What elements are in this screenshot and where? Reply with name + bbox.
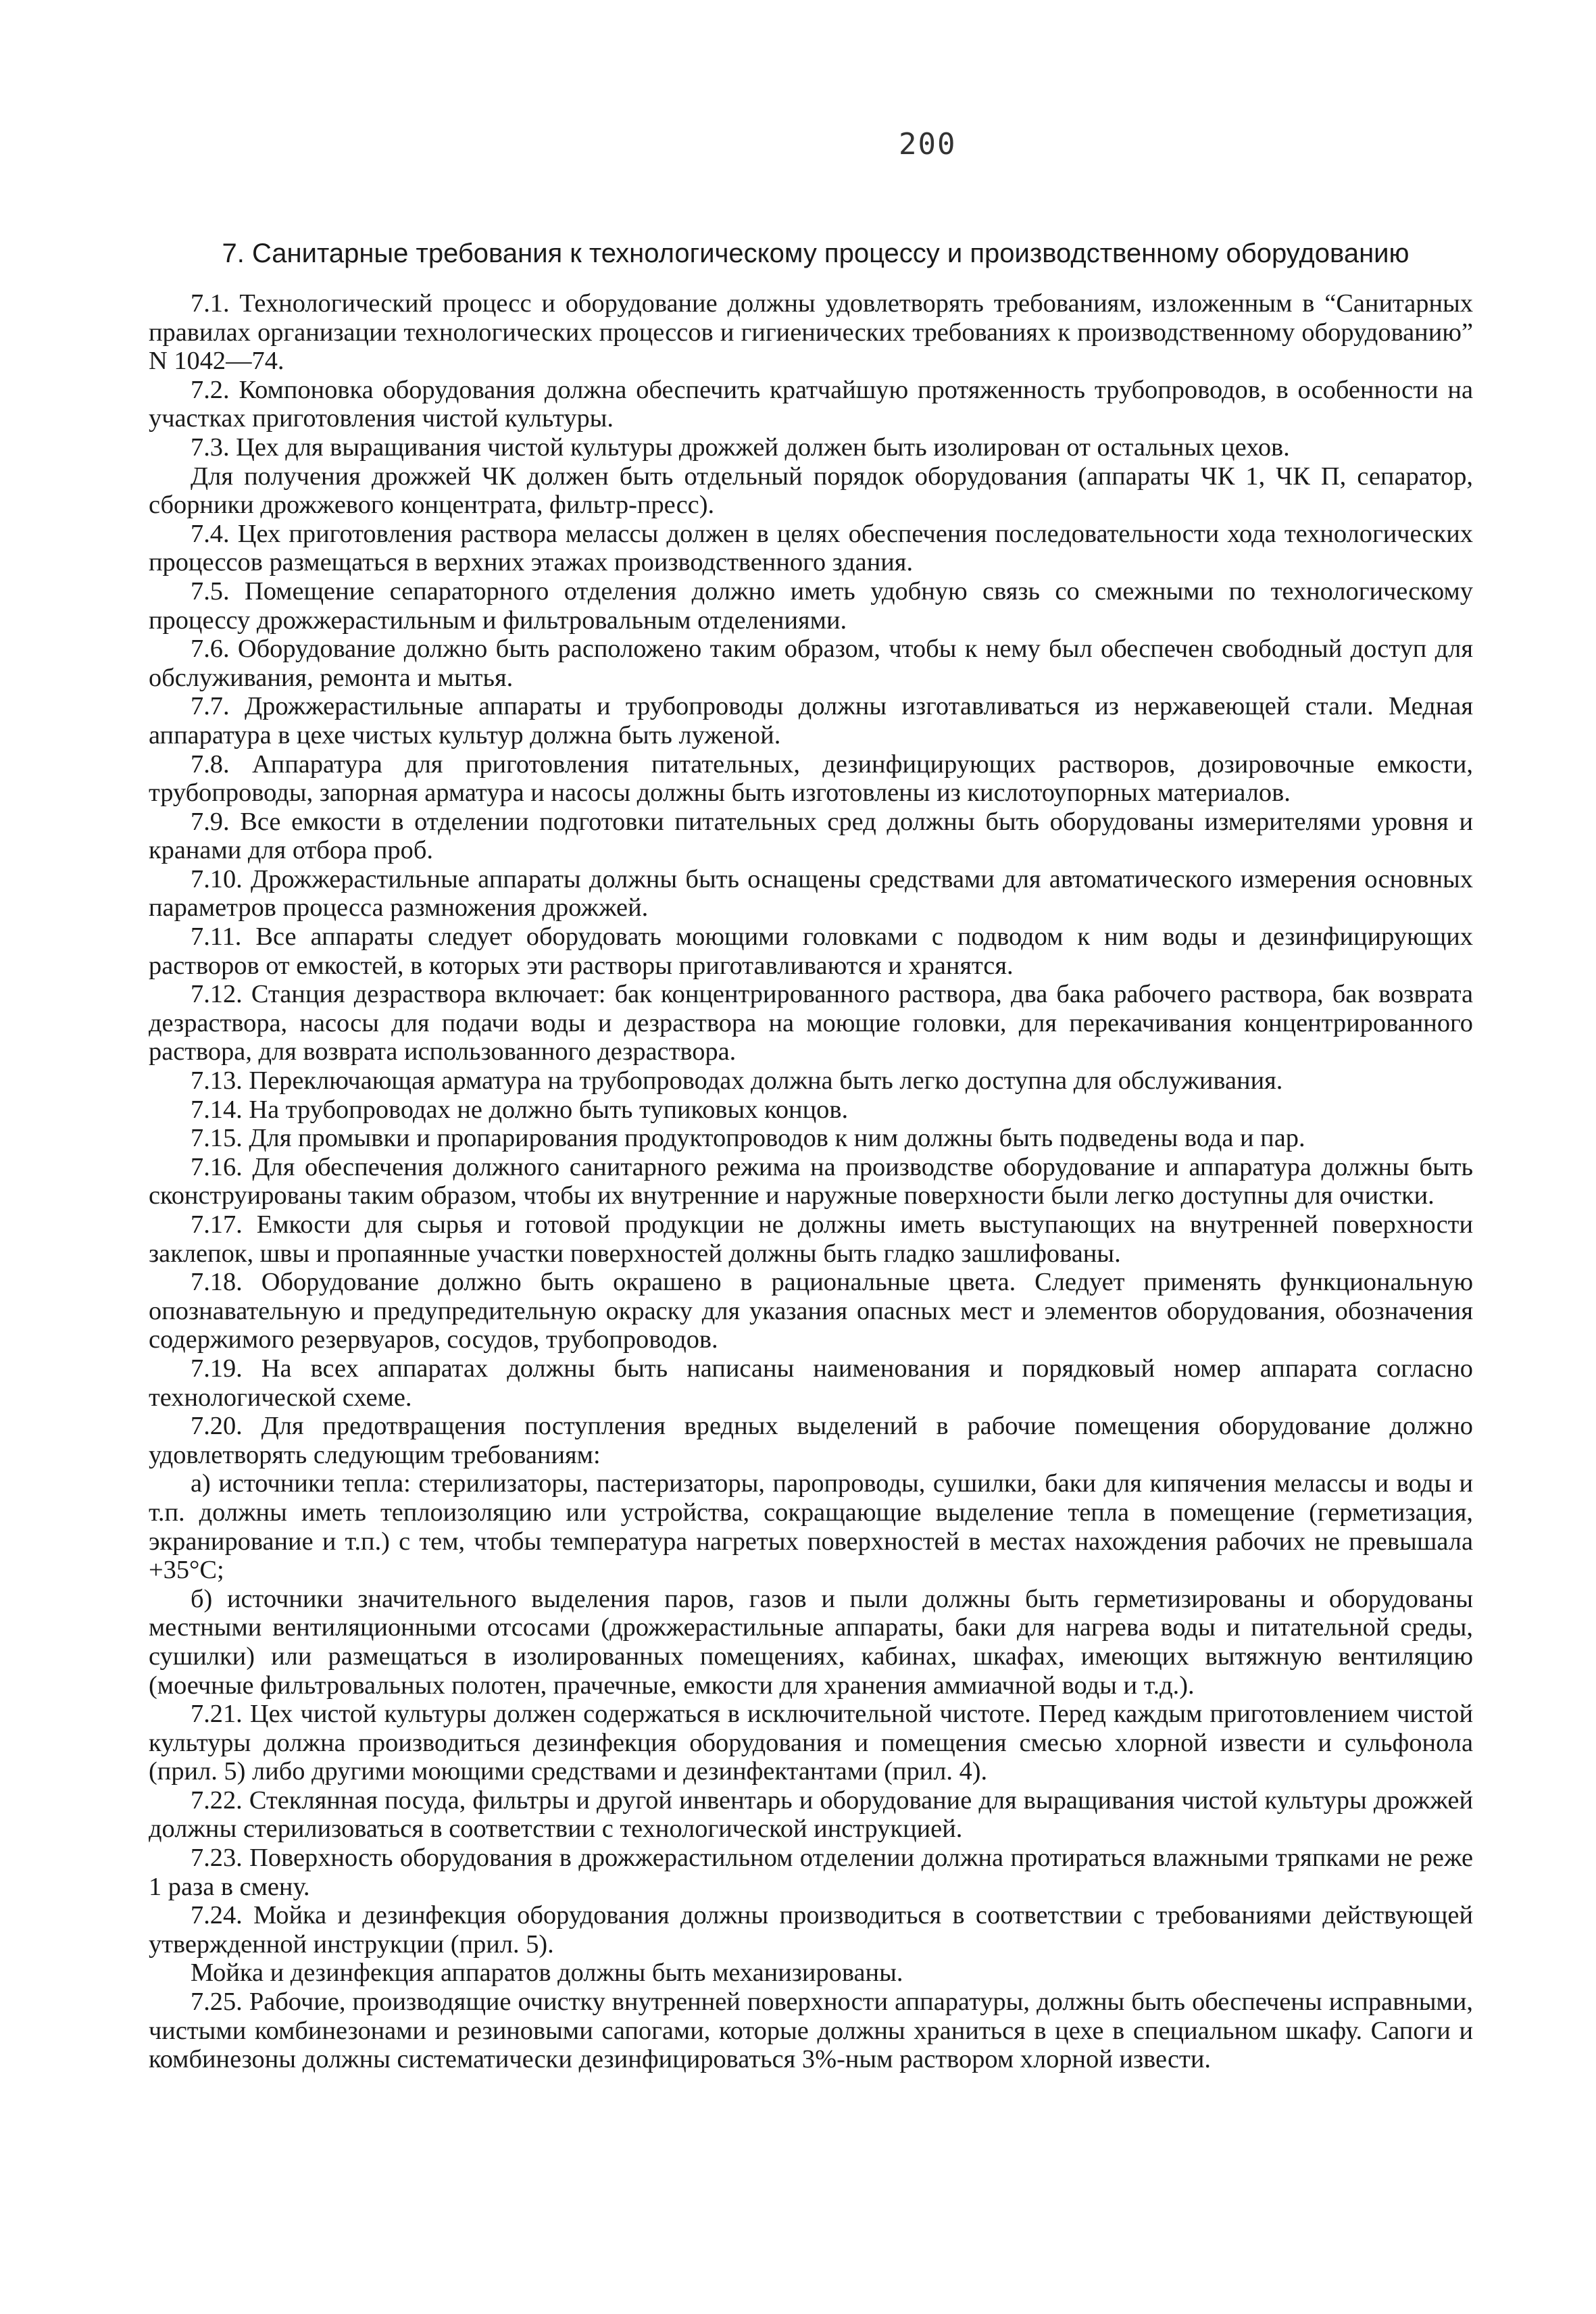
document-body	[149, 289, 1473, 2074]
section-title: 7. Санитарные требования к технологическому процессу и производственному оборудованию	[222, 239, 1410, 268]
paragraph: 7.3. Цех для выращивания чистой культуры дрожжей должен быть изолирован от остальных цехов.	[191, 433, 1290, 462]
paragraph: 7.6. Оборудование должно быть расположено таким образом, чтобы к нему был обеспечен свободный доступ для обслуживания, ремонта и мытья.	[149, 635, 1473, 692]
paragraph: 7.10. Дрожжерастильные аппараты должны быть оснащены средствами для автоматического измерения основных параметров процесса размножения дрожжей.	[149, 864, 1473, 922]
paragraph: 7.20. Для предотвращения поступления вредных выделений в рабочие помещения оборудование должно удовлетворять следующим требованиям:	[149, 1412, 1473, 1469]
paragraph: 7.17. Емкости для сырья и готовой продукции не должны иметь выступающих на внутренней поверхности заклепок, швы и пропаянные участки поверхностей должны быть гладко зашлифованы.	[149, 1210, 1473, 1268]
paragraph: б) источники значительного выделения паров, газов и пыли должны быть герметизированы и оборудованы местными вентиляционными отсосами (дрожжерастильные аппараты, баки для нагрева воды и питательной среды, сушилки) или размещаться в изолированных помещениях, кабинах, шкафах, имеющих вытяжную вентиляцию (моечные фильтровальных полотен, прачечные, емкости для хранения аммиачной воды и т.д.).	[149, 1584, 1473, 1700]
paragraph: 7.1. Технологический процесс и оборудование должны удовлетворять требованиям, изложенным в “Санитарных правилах организации технологических процессов и гигиенических требованиях к производственному оборудованию” N 1042—74.	[149, 289, 1473, 376]
paragraph: 7.22. Стеклянная посуда, фильтры и другой инвентарь и оборудование для выращивания чистой культуры дрожжей должны стерилизоваться в соответствии с технологической инструкцией.	[149, 1786, 1473, 1844]
paragraph: 7.13. Переключающая арматура на трубопроводах должна быть легко доступна для обслуживания.	[191, 1066, 1283, 1096]
paragraph: 7.14. На трубопроводах не должно быть тупиковых концов.	[191, 1095, 849, 1124]
paragraph: 7.8. Аппаратура для приготовления питательных, дезинфицирующих растворов, дозировочные емкости, трубопроводы, запорная арматура и насосы должны быть изготовлены из кислотоупорных материалов.	[149, 749, 1473, 808]
paragraph: 7.21. Цех чистой культуры должен содержаться в исключительной чистоте. Перед каждым приготовлением чистой культуры должна производиться дезинфекция оборудования и помещения смесью хлорной извести и сульфонола (прил. 5) либо другими моющими средствами и дезинфектантами (прил. 4).	[149, 1700, 1473, 1786]
paragraph: 7.25. Рабочие, производящие очистку внутренней поверхности аппаратуры, должны быть обеспечены исправными, чистыми комбинезонами и резиновыми сапогами, которые должны храниться в цехе в специальном шкафу. Сапоги и комбинезоны должны систематически дезинфицироваться 3%-ным раствором хлорной извести.	[149, 1988, 1473, 2074]
paragraph: 7.7. Дрожжерастильные аппараты и трубопроводы должны изготавливаться из нержавеющей стали. Медная аппаратура в цехе чистых культур должна быть луженой.	[149, 692, 1473, 749]
paragraph: 7.15. Для промывки и пропарирования продуктопроводов к ним должны быть подведены вода и пар.	[191, 1124, 1305, 1153]
paragraph: 7.18. Оборудование должно быть окрашено в рациональные цвета. Следует применять функциональную опознавательную и предупредительную окраску для указания опасных мест и элементов оборудования, обозначения содержимого резервуаров, сосудов, трубопроводов.	[149, 1268, 1473, 1354]
paragraph: 7.2. Компоновка оборудования должна обеспечить кратчайшую протяженность трубопроводов, в особенности на участках приготовления чистой культуры.	[149, 375, 1473, 433]
paragraph: Мойка и дезинфекция аппаратов должны быть механизированы.	[191, 1959, 903, 1988]
paragraph: 7.5. Помещение сепараторного отделения должно иметь удобную связь со смежными по технологическому процессу дрожжерастильным и фильтровальным отделениями.	[149, 576, 1473, 635]
paragraph: 7.11. Все аппараты следует оборудовать моющими головками с подводом к ним воды и дезинфицирующих растворов от емкостей, в которых эти растворы приготавливаются и хранятся.	[149, 922, 1473, 980]
paragraph: 7.16. Для обеспечения должного санитарного режима на производстве оборудование и аппаратура должны быть сконструированы таким образом, чтобы их внутренние и наружные поверхности были легко доступны для очистки.	[149, 1152, 1473, 1210]
paragraph: 7.9. Все емкости в отделении подготовки питательных сред должны быть оборудованы измерителями уровня и кранами для отбора проб.	[149, 807, 1473, 865]
page-number: 200	[899, 127, 957, 162]
paragraph: а) источники тепла: стерилизаторы, пастеризаторы, паропроводы, сушилки, баки для кипячения мелассы и воды и т.п. должны иметь теплоизоляцию или устройства, сокращающие выделение тепла в помещение (герметизация, экранирование и т.п.) с тем, чтобы температура нагретых поверхностей в местах нахождения рабочих не превышала +35°С;	[149, 1469, 1473, 1585]
paragraph: 7.4. Цех приготовления раствора мелассы должен в целях обеспечения последовательности хода технологических процессов размещаться в верхних этажах производственного здания.	[149, 519, 1473, 577]
paragraph: Для получения дрожжей ЧК должен быть отдельный порядок оборудования (аппараты ЧК 1, ЧК П, сепаратор, сборники дрожжевого концентрата, фильтр-пресс).	[149, 462, 1473, 520]
paragraph: 7.24. Мойка и дезинфекция оборудования должны производиться в соответствии с требованиями действующей утвержденной инструкции (прил. 5).	[149, 1901, 1473, 1959]
paragraph: 7.19. На всех аппаратах должны быть написаны наименования и порядковый номер аппарата согласно технологической схеме.	[149, 1354, 1473, 1412]
paragraph: 7.23. Поверхность оборудования в дрожжерастильном отделении должна протираться влажными тряпками не реже 1 раза в смену.	[149, 1844, 1473, 1901]
paragraph: 7.12. Станция дезраствора включает: бак концентрированного раствора, два бака рабочего раствора, бак возврата дезраствора, насосы для подачи воды и дезраствора на моющие головки, для перекачивания концентрированного раствора, для возврата использованного дезраствора.	[149, 980, 1473, 1066]
